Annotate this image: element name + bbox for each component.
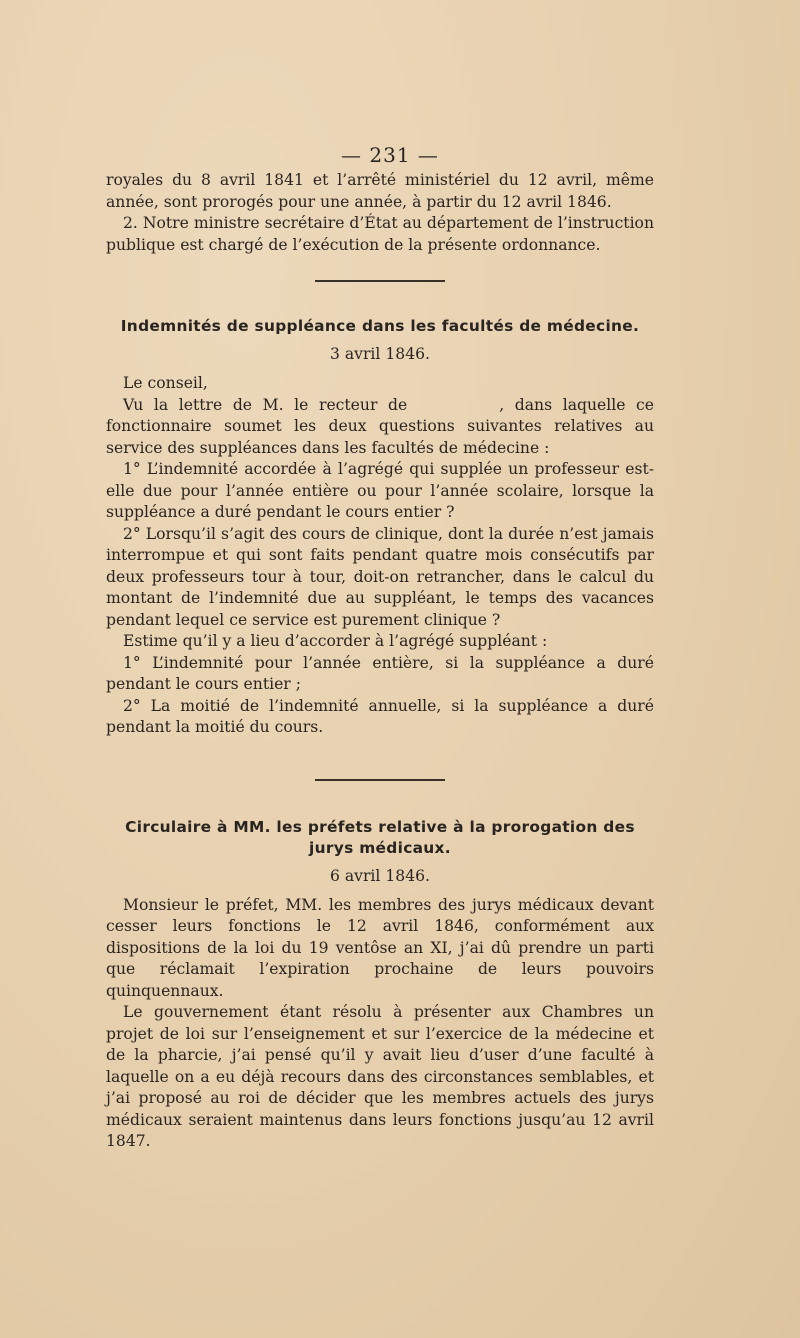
page-number: — 231 — bbox=[341, 143, 439, 167]
section1-conseil: Le conseil, bbox=[123, 374, 208, 392]
section1-answer-1: 1° L’indemnité pour l’année entière, si la suppléance a duré pendant le cours entier ; bbox=[106, 653, 654, 693]
section2-title-line-1: Circulaire à MM. les préfets relative à la prorogation des bbox=[125, 817, 635, 836]
section2-paragraph-1: Monsieur le préfet, MM. les membres des jurys médicaux devant cesser leurs fonctions le 12 avril 1846, conformément aux dispositions de la loi du 19 ventôse an XI, j’ai dû prendre un parti que réclamait l’expiration prochaine de leurs pouvoirs quinquennaux. bbox=[106, 895, 654, 1000]
section1-date: 3 avril 1846. bbox=[329, 345, 430, 363]
section1-vu-part-a: Vu la lettre de M. le recteur de bbox=[123, 395, 408, 414]
document-page bbox=[106, 140, 654, 1153]
section1-title: Indemnités de suppléance dans les facultés de médecine. bbox=[120, 317, 640, 335]
section2-paragraph-2: Le gouvernement étant résolu à présenter aux Chambres un projet de loi sur l’enseignement et sur l’exercice de la médecine et de la pharcie, j’ai pensé qu’il y avait lieu d’user d’une faculté à laquelle on a eu déjà recours dans des circonstances semblables, et j’ai proposé au roi de décider que les membres actuels des jurys médicaux seraient maintenus dans leurs fonctions jusqu’au 12 avril 1847. bbox=[106, 1003, 654, 1150]
section-divider-2 bbox=[315, 779, 445, 781]
section1-estime: Estime qu’il y a lieu d’accorder à l’agrégé suppléant : bbox=[123, 632, 548, 650]
section1-answer-2: 2° La moitié de l’indemnité annuelle, si la suppléance a duré pendant la moitié du cours. bbox=[106, 696, 654, 736]
section1-vu-part-b: , dans laquelle ce fonctionnaire soumet les deux questions suivantes relatives au service des suppléances dans les facultés de médecine : bbox=[106, 395, 655, 457]
section-divider-1 bbox=[315, 280, 445, 282]
section1-question-2: 2° Lorsqu’il s’agit des cours de clinique, dont la durée n’est jamais interrompue et qui sont faits pendant quatre mois consécutifs par deux professeurs tour à tour, doit-on retrancher, dans le calcul du montant de l’indemnité due au suppléant, le temps des vacances pendant lequel ce service est purement clinique ? bbox=[106, 524, 654, 629]
section2-title-line-2: jurys médicaux. bbox=[309, 838, 451, 857]
section1-question-1: 1° L’indemnité accordée à l’agrégé qui supplée un professeur est-elle due pour l’année entière ou pour l’année scolaire, lorsque la suppléance a duré pendant le cours entier ? bbox=[106, 460, 654, 521]
section1-vu-paragraph bbox=[106, 395, 654, 460]
section2-date: 6 avril 1846. bbox=[329, 866, 430, 885]
intro-paragraph-1: royales du 8 avril 1841 et l’arrêté ministériel du 12 avril, même année, sont prorogés pour une année, à partir du 12 avril 1846. bbox=[106, 171, 654, 211]
intro-paragraph-2: 2. Notre ministre secrétaire d’État au département de l’instruction publique est chargé de l’exécution de la présente ordonnance. bbox=[106, 214, 654, 254]
